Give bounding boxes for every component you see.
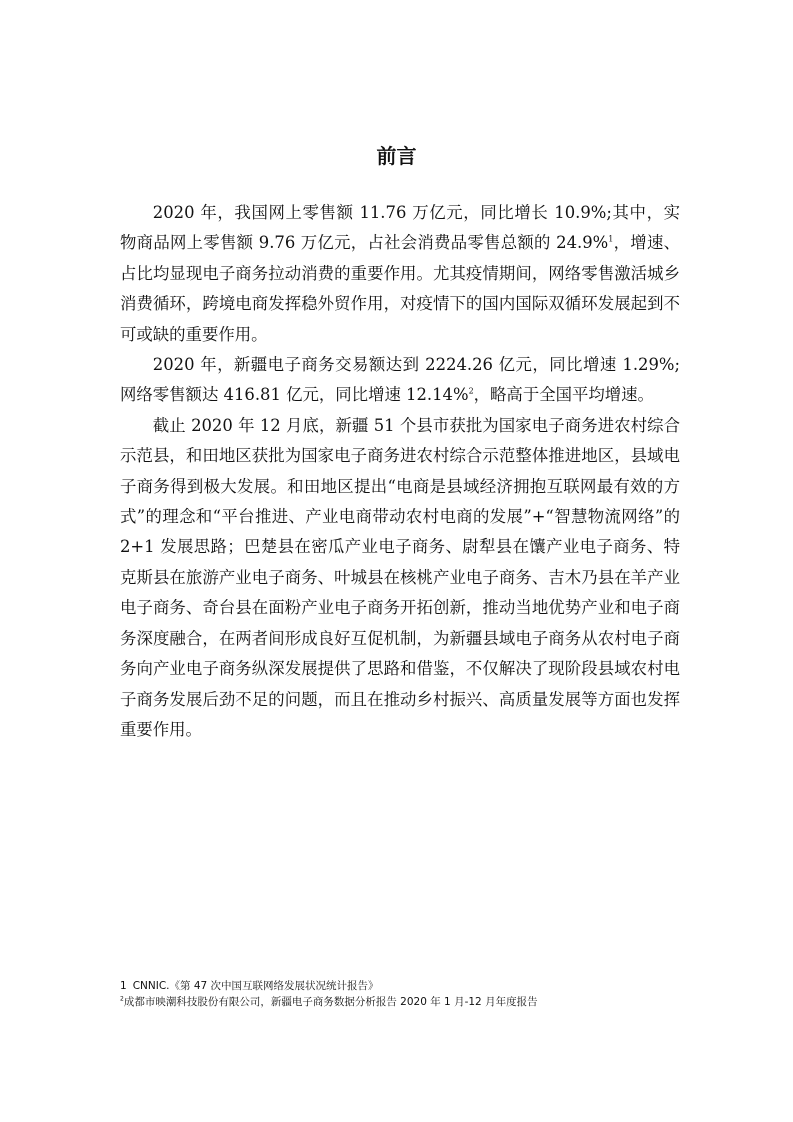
- paragraph-2: [120, 350, 680, 411]
- paragraph-3: 截止 2020 年 12 月底，新疆 51 个县市获批为国家电子商务进农村综合示范县，和田地区获批为国家电子商务进农村综合示范整体推进地区，县域电子商务得到极大发展。和田地区提出“电商是县域经济拥抱互联网最有效的方式”的理念和“平台推进、产业电商带动农村电商的发展”+“智慧物流网络”的 2+1 发展思路；巴楚县在密瓜产业电子商务、尉犁县在馕产业电子商务、特克斯县在旅游产业电子商务、叶城县在核桃产业电子商务、吉木乃县在羊产业电子商务、奇台县在面粉产业电子商务开拓创新，推动当地优势产业和电子商务深度融合，在两者间形成良好互促机制，为新疆县域电子商务从农村电子商务向产业电子商务纵深发展提供了思路和借鉴，不仅解决了现阶段县域农村电子商务发展后劲不足的问题，而且在推动乡村振兴、高质量发展等方面也发挥重要作用。: [120, 415, 680, 739]
- paragraph-1-text-b: ，增速、占比均显现电子商务拉动消费的重要作用。尤其疫情期间，网络零售激活城乡消费循环，跨境电商发挥稳外贸作用，对疫情下的国内国际双循环发展起到不可或缺的重要作用。: [120, 233, 680, 344]
- footnote-ref-2: 2: [468, 386, 474, 396]
- paragraph-1: [120, 198, 680, 350]
- document-body: [120, 198, 680, 745]
- footnote-2-text: 成都市映潮科技股份有限公司，新疆电子商务数据分析报告 2020 年 1 月-12 月年度报告: [123, 996, 538, 1008]
- footnote-2: [120, 994, 680, 1010]
- footnote-2-number: 2: [120, 995, 124, 1003]
- paragraph-1-text-a: 2020 年，我国网上零售额 11.76 万亿元，同比增长 10.9%;其中，实物商品网上零售额 9.76 万亿元，占社会消费品零售总额的 24.9%: [120, 203, 680, 253]
- paragraph-2-text-b: ，略高于全国平均增速。: [473, 385, 654, 405]
- paragraph-2-text-a: 2020 年，新疆电子商务交易额达到 2224.26 亿元，同比增速 1.29%;网络零售额达 416.81 亿元，同比增速 12.14%: [120, 355, 680, 405]
- footnote-1-text: CNNIC.《第 47 次中国互联网络发展状况统计报告》: [132, 980, 379, 992]
- footnotes: [120, 978, 680, 1010]
- page-title: 前言: [376, 144, 417, 168]
- footnote-ref-1: 1: [608, 234, 614, 244]
- footnote-1: [120, 978, 680, 994]
- footnote-1-number: 1: [120, 980, 127, 992]
